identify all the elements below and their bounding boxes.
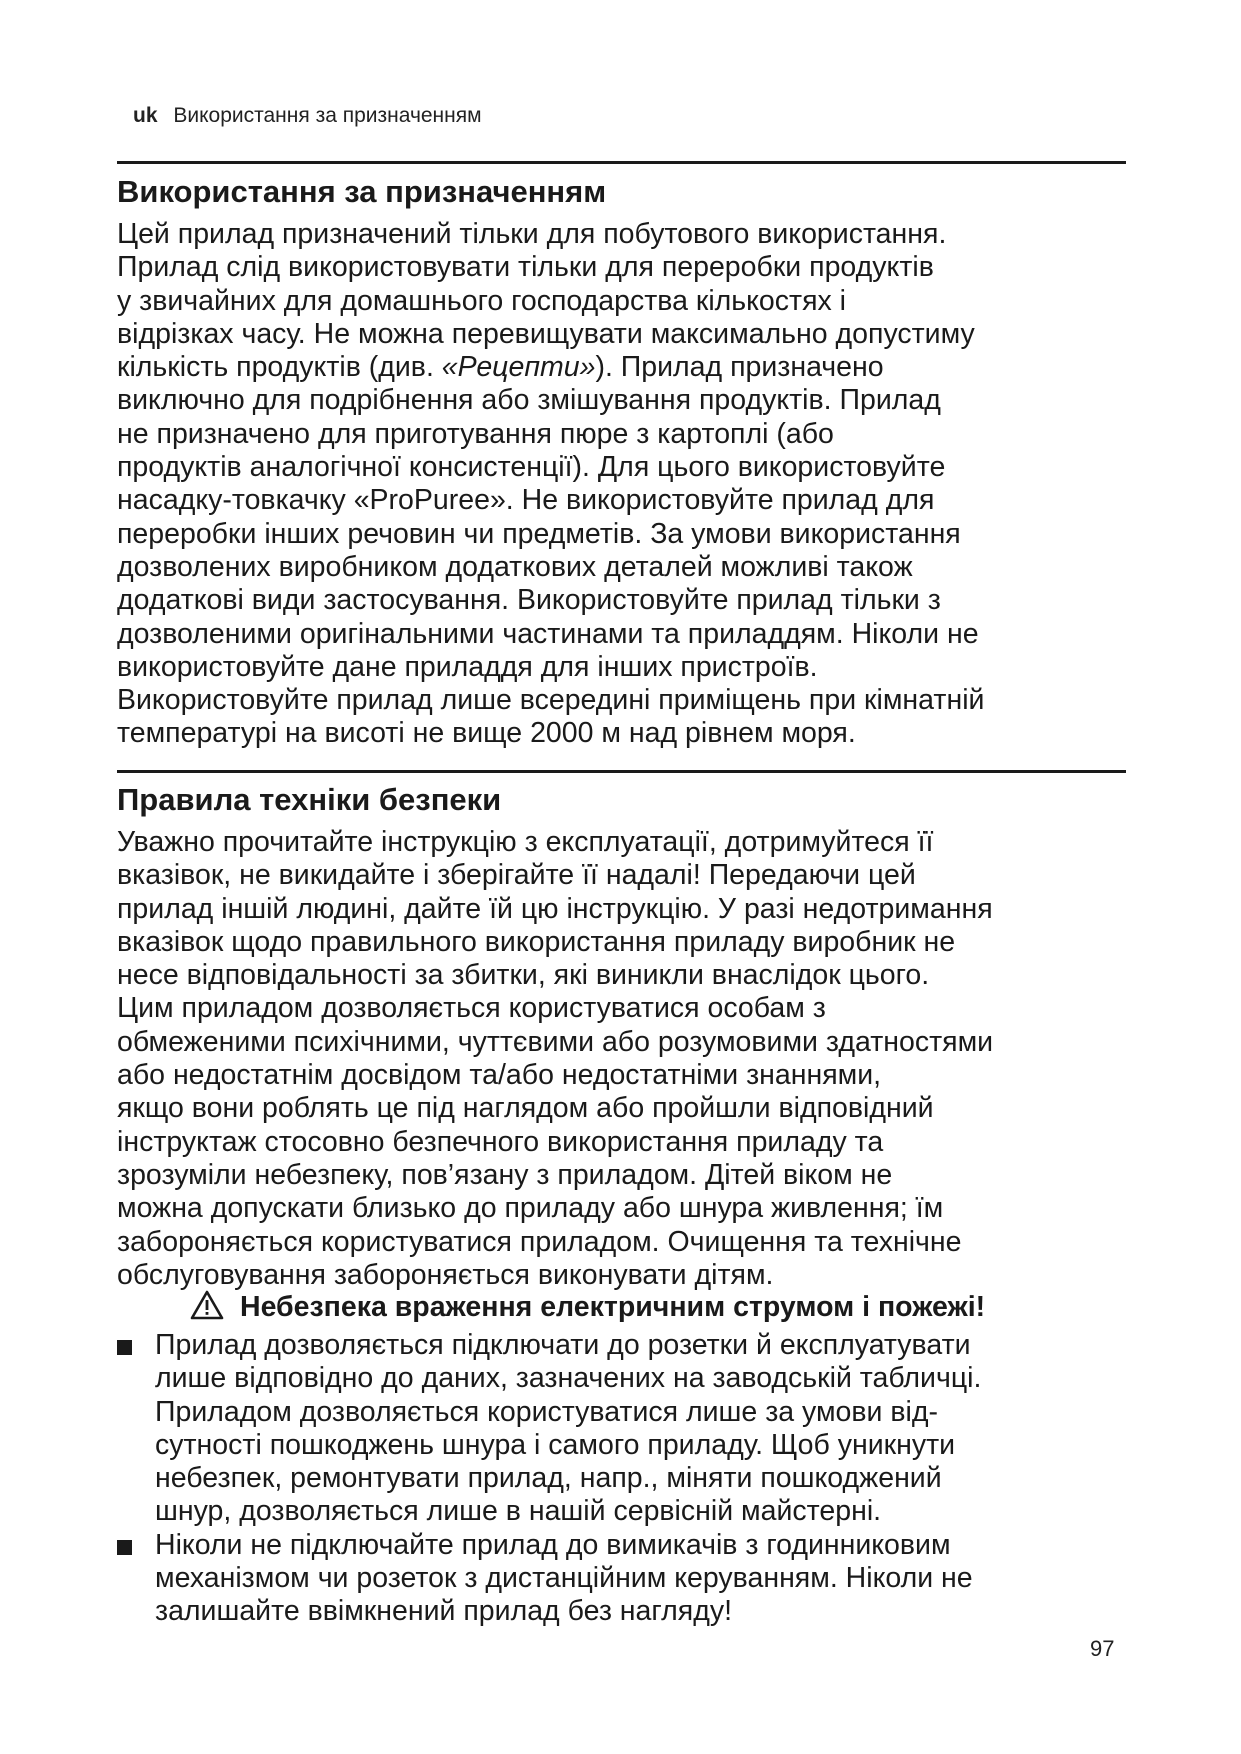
text-line: Прилад дозволяється підключати до розетки й експлуатувати xyxy=(155,1329,971,1361)
text-line: кількість продуктів (див. «Рецепти»). Прилад призначено xyxy=(117,351,884,384)
text-line: несе відповідальності за збитки, які виникли внаслідок цього. xyxy=(117,959,930,992)
section-divider xyxy=(117,161,1126,164)
text-line: вказівок, не викидайте і зберігайте її надалі! Передаючи цей xyxy=(117,859,916,892)
text-line: можна допускати близько до приладу або шнура живлення; їм xyxy=(117,1192,944,1225)
square-bullet-icon xyxy=(117,1540,132,1555)
warning-triangle-icon xyxy=(190,1290,224,1320)
text-line: лише відповідно до даних, зазначених на заводській табличці. xyxy=(155,1362,982,1395)
running-header xyxy=(133,104,482,128)
intended-use-paragraph xyxy=(117,218,1147,751)
text-line: обслуговування забороняється виконувати дітям. xyxy=(117,1258,774,1291)
text-line: Цей прилад призначений тільки для побутового використання. xyxy=(117,218,947,250)
text-line: дозволеними оригінальними частинами та приладдям. Ніколи не xyxy=(117,617,979,650)
text-line: Ніколи не підключайте прилад до вимикачів з годинниковим xyxy=(155,1528,951,1561)
text-line: Використовуйте прилад лише всередині приміщень при кімнатній xyxy=(117,684,985,717)
text-line: продуктів аналогічної консистенції). Для цього використовуйте xyxy=(117,451,946,484)
text-line: Приладом дозволяється користуватися лише за умови від- xyxy=(155,1395,938,1428)
text-line: прилад іншій людині, дайте їй цю інструкцію. У разі недотримання xyxy=(117,892,993,925)
text-line: залишайте ввімкнений прилад без нагляду! xyxy=(155,1595,733,1628)
text-line: дозволених виробником додаткових деталей можливі також xyxy=(117,550,913,583)
text-line: зрозуміли небезпеку, пов’язану з приладом. Дітей віком не xyxy=(117,1158,893,1191)
text-line: або недостатнім досвідом та/або недостатніми знаннями, xyxy=(117,1059,882,1092)
text-line: Уважно прочитайте інструкцію з експлуатації, дотримуйтеся її xyxy=(117,826,934,858)
bullet-text xyxy=(155,1329,1157,1529)
text-line: у звичайних для домашнього господарства кількостях і xyxy=(117,284,847,317)
text-line: вказівок щодо правильного використання приладу виробник не xyxy=(117,925,956,958)
text-line: механізмом чи розеток з дистанційним керуванням. Ніколи не xyxy=(155,1562,973,1595)
text-line: небезпек, ремонтувати прилад, напр., міняти пошкоджений xyxy=(155,1462,942,1495)
text-line: забороняється користуватися приладом. Очищення та технічне xyxy=(117,1225,962,1258)
warning-text: Небезпека враження електричним струмом і пожежі! xyxy=(240,1291,986,1323)
safety-rules-paragraph xyxy=(117,826,1147,1292)
page-number: 97 xyxy=(1090,1636,1115,1661)
text-line: температурі на висоті не вище 2000 м над рівнем моря. xyxy=(117,717,856,750)
text-line: використовуйте дане приладдя для інших пристроїв. xyxy=(117,650,818,683)
list-item xyxy=(117,1329,1157,1529)
text-line: Прилад слід використовувати тільки для переробки продуктів xyxy=(117,251,934,284)
text-line: насадку-товкачку «ProPuree». Не використовуйте прилад для xyxy=(117,484,935,517)
text-line: переробки інших речовин чи предметів. За умови використання xyxy=(117,517,961,550)
text-line: обмеженими психічними, чуттєвими або розумовими здатностями xyxy=(117,1025,994,1058)
bullet-text xyxy=(155,1529,1157,1629)
text-line: Цим приладом дозволяється користуватися особам з xyxy=(117,992,826,1025)
running-header-title: Використання за призначенням xyxy=(173,104,482,127)
section-title-intended-use: Використання за призначенням xyxy=(117,174,607,209)
safety-bullet-list xyxy=(117,1329,1157,1629)
electric-shock-warning xyxy=(190,1290,985,1324)
list-item xyxy=(117,1529,1157,1629)
text-line: інструктаж стосовно безпечного використання приладу та xyxy=(117,1125,884,1158)
square-bullet-icon xyxy=(117,1340,132,1355)
text-line: сутності пошкоджень шнура і самого приладу. Щоб уникнути xyxy=(155,1428,956,1461)
recipes-reference: «Рецепти» xyxy=(441,351,596,384)
text-line: якщо вони роблять це під наглядом або пройшли відповідний xyxy=(117,1092,934,1125)
language-code: uk xyxy=(133,104,158,127)
text-line: виключно для подрібнення або змішування продуктів. Прилад xyxy=(117,384,941,417)
section-divider xyxy=(117,770,1126,773)
text-line: шнур, дозволяється лише в нашій сервісній майстерні. xyxy=(155,1495,882,1528)
text-line: додаткові види застосування. Використовуйте прилад тільки з xyxy=(117,584,941,617)
text-line: відрізках часу. Не можна перевищувати максимально допустиму xyxy=(117,317,975,350)
section-title-safety-rules: Правила техніки безпеки xyxy=(117,782,502,817)
text-line: не призначено для приготування пюре з картоплі (або xyxy=(117,417,834,450)
